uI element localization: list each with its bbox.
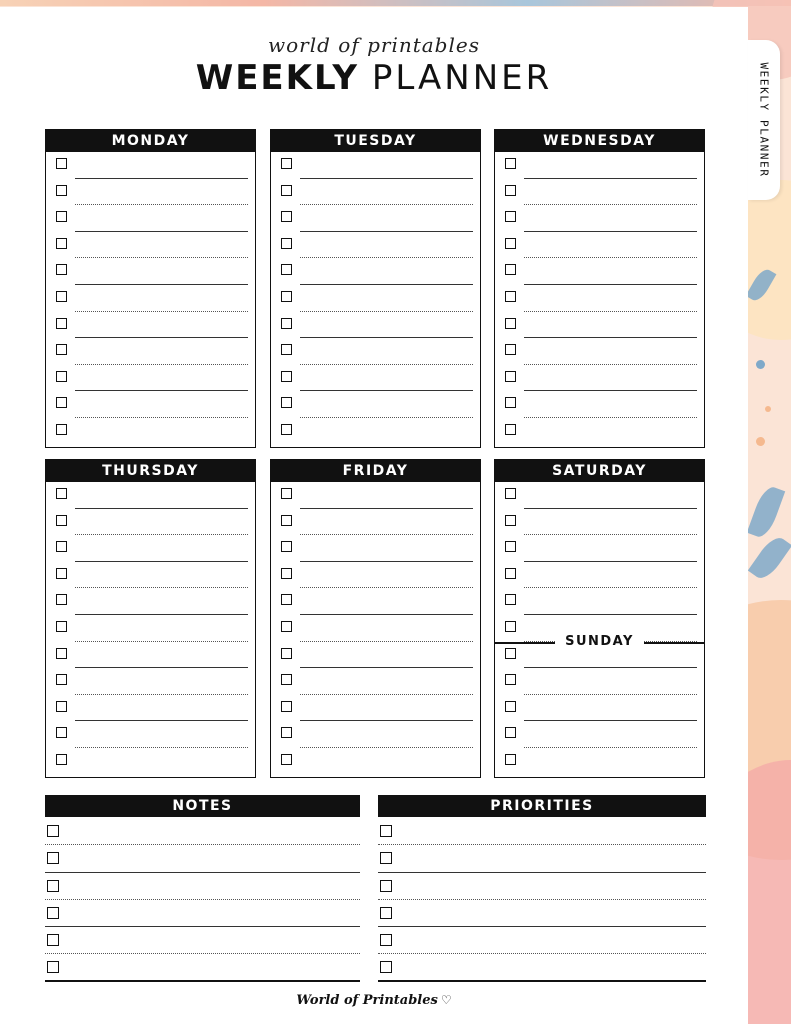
task-checkbox[interactable]	[56, 488, 67, 499]
task-checkbox[interactable]	[56, 238, 67, 249]
list-checkbox[interactable]	[47, 825, 59, 837]
list-checkbox[interactable]	[380, 880, 392, 892]
task-row	[46, 312, 255, 339]
task-checkbox[interactable]	[281, 318, 292, 329]
task-row	[271, 482, 480, 509]
task-checkbox[interactable]	[56, 701, 67, 712]
task-checkbox[interactable]	[281, 541, 292, 552]
task-checkbox[interactable]	[281, 754, 292, 765]
footer-text: World of Printables	[296, 993, 438, 1008]
task-row	[46, 509, 255, 536]
task-checkbox[interactable]	[281, 727, 292, 738]
task-row	[495, 232, 704, 259]
list-item	[378, 845, 706, 872]
list-item	[378, 954, 706, 981]
task-checkbox[interactable]	[281, 515, 292, 526]
task-checkbox[interactable]	[281, 371, 292, 382]
footer-brand	[0, 993, 748, 1008]
task-checkbox[interactable]	[505, 371, 516, 382]
list-checkbox[interactable]	[47, 934, 59, 946]
list-item	[378, 927, 706, 954]
task-checkbox[interactable]	[56, 674, 67, 685]
task-checkbox[interactable]	[56, 424, 67, 435]
task-checkbox[interactable]	[56, 158, 67, 169]
task-checkbox[interactable]	[56, 515, 67, 526]
task-row	[271, 205, 480, 232]
title-light: PLANNER	[371, 58, 553, 98]
task-row	[46, 535, 255, 562]
priorities-header: PRIORITIES	[378, 795, 706, 817]
task-rows	[495, 152, 704, 445]
day-header-thursday: THURSDAY	[46, 460, 255, 482]
task-row	[495, 285, 704, 312]
task-row	[46, 285, 255, 312]
notes-rows	[45, 818, 360, 982]
heart-outline-icon: ♡	[440, 993, 452, 1007]
peach-dot	[756, 437, 765, 446]
task-row	[46, 562, 255, 589]
task-checkbox[interactable]	[505, 185, 516, 196]
task-row	[495, 668, 704, 695]
list-item	[45, 954, 360, 981]
list-checkbox[interactable]	[47, 880, 59, 892]
task-checkbox[interactable]	[505, 238, 516, 249]
task-row	[495, 365, 704, 392]
task-checkbox[interactable]	[505, 211, 516, 222]
task-row	[271, 365, 480, 392]
task-row	[271, 695, 480, 722]
task-row	[495, 391, 704, 418]
task-row	[46, 668, 255, 695]
task-checkbox[interactable]	[281, 648, 292, 659]
task-row	[271, 562, 480, 589]
task-row	[495, 312, 704, 339]
list-line[interactable]	[45, 980, 360, 982]
task-checkbox[interactable]	[56, 318, 67, 329]
task-row	[271, 285, 480, 312]
task-checkbox[interactable]	[56, 621, 67, 632]
task-checkbox[interactable]	[505, 318, 516, 329]
day-header-saturday: SATURDAY	[495, 460, 704, 482]
task-row	[495, 695, 704, 722]
task-row	[271, 312, 480, 339]
priorities-box	[378, 795, 706, 982]
task-row	[46, 232, 255, 259]
list-item	[378, 818, 706, 845]
task-row	[271, 232, 480, 259]
task-checkbox[interactable]	[505, 621, 516, 632]
task-checkbox[interactable]	[56, 754, 67, 765]
task-checkbox[interactable]	[56, 397, 67, 408]
priorities-rows	[378, 818, 706, 982]
task-row	[495, 258, 704, 285]
task-checkbox[interactable]	[505, 541, 516, 552]
task-checkbox[interactable]	[281, 701, 292, 712]
day-box-tuesday	[270, 129, 481, 448]
task-row	[271, 588, 480, 615]
task-row	[495, 535, 704, 562]
day-header-monday: MONDAY	[46, 130, 255, 152]
task-rows	[271, 482, 480, 775]
sunday-divider	[495, 634, 704, 650]
task-row	[495, 588, 704, 615]
task-checkbox[interactable]	[281, 674, 292, 685]
task-checkbox[interactable]	[505, 488, 516, 499]
list-checkbox[interactable]	[380, 852, 392, 864]
task-checkbox[interactable]	[281, 185, 292, 196]
notes-box	[45, 795, 360, 982]
task-row	[271, 418, 480, 445]
task-checkbox[interactable]	[281, 397, 292, 408]
task-checkbox[interactable]	[505, 291, 516, 302]
task-row	[46, 721, 255, 748]
list-item	[45, 873, 360, 900]
task-row	[271, 748, 480, 775]
task-rows	[46, 152, 255, 445]
task-row	[271, 535, 480, 562]
task-rows	[271, 152, 480, 445]
brand-script: world of printables	[268, 33, 480, 57]
day-header-wednesday: WEDNESDAY	[495, 130, 704, 152]
list-line[interactable]	[378, 980, 706, 982]
list-checkbox[interactable]	[47, 907, 59, 919]
task-checkbox[interactable]	[505, 158, 516, 169]
task-row	[271, 509, 480, 536]
task-row	[46, 179, 255, 206]
task-checkbox[interactable]	[56, 291, 67, 302]
task-row	[495, 562, 704, 589]
leaf-shape	[747, 484, 785, 540]
task-checkbox[interactable]	[505, 701, 516, 712]
task-checkbox[interactable]	[281, 594, 292, 605]
sunday-label: SUNDAY	[555, 634, 644, 649]
day-box-thursday	[45, 459, 256, 778]
peach-dot	[765, 406, 771, 412]
task-row	[495, 152, 704, 179]
task-rows	[46, 482, 255, 775]
task-checkbox[interactable]	[56, 264, 67, 275]
task-checkbox[interactable]	[56, 344, 67, 355]
blue-dot	[756, 360, 765, 369]
list-checkbox[interactable]	[380, 907, 392, 919]
list-item	[45, 818, 360, 845]
task-checkbox[interactable]	[505, 344, 516, 355]
task-checkbox[interactable]	[505, 264, 516, 275]
task-checkbox[interactable]	[56, 541, 67, 552]
list-checkbox[interactable]	[380, 825, 392, 837]
task-row	[46, 205, 255, 232]
task-row	[271, 721, 480, 748]
title-bold: WEEKLY	[195, 58, 359, 98]
list-checkbox[interactable]	[47, 852, 59, 864]
task-checkbox[interactable]	[56, 568, 67, 579]
task-row	[271, 338, 480, 365]
task-row	[495, 418, 704, 445]
task-row	[46, 258, 255, 285]
task-checkbox[interactable]	[281, 568, 292, 579]
task-checkbox[interactable]	[281, 488, 292, 499]
task-row	[46, 391, 255, 418]
day-header-tuesday: TUESDAY	[271, 130, 480, 152]
page-title	[0, 58, 748, 98]
list-item	[45, 845, 360, 872]
list-checkbox[interactable]	[47, 961, 59, 973]
task-row	[46, 695, 255, 722]
task-row	[495, 205, 704, 232]
list-checkbox[interactable]	[380, 961, 392, 973]
task-checkbox[interactable]	[56, 727, 67, 738]
day-box-friday	[270, 459, 481, 778]
task-checkbox[interactable]	[505, 594, 516, 605]
sunday-label-wrap	[495, 634, 704, 649]
day-header-friday: FRIDAY	[271, 460, 480, 482]
task-checkbox[interactable]	[281, 158, 292, 169]
task-checkbox[interactable]	[56, 371, 67, 382]
side-tab[interactable]	[748, 40, 780, 200]
task-checkbox[interactable]	[505, 754, 516, 765]
task-row	[271, 152, 480, 179]
notes-header: NOTES	[45, 795, 360, 817]
task-checkbox[interactable]	[505, 515, 516, 526]
list-item	[45, 900, 360, 927]
task-checkbox[interactable]	[505, 424, 516, 435]
task-row	[46, 482, 255, 509]
task-checkbox[interactable]	[56, 211, 67, 222]
leaf-shape	[748, 533, 791, 583]
task-row	[46, 615, 255, 642]
day-box-monday	[45, 129, 256, 448]
task-checkbox[interactable]	[505, 568, 516, 579]
task-row	[495, 179, 704, 206]
task-checkbox[interactable]	[281, 291, 292, 302]
task-checkbox[interactable]	[56, 648, 67, 659]
task-row	[495, 721, 704, 748]
task-row	[271, 668, 480, 695]
task-rows	[495, 482, 704, 775]
task-checkbox[interactable]	[505, 727, 516, 738]
task-row	[46, 588, 255, 615]
task-row	[271, 615, 480, 642]
task-checkbox[interactable]	[281, 211, 292, 222]
task-checkbox[interactable]	[281, 344, 292, 355]
list-item	[378, 900, 706, 927]
task-checkbox[interactable]	[505, 674, 516, 685]
top-color-strip	[0, 0, 791, 6]
task-row	[495, 338, 704, 365]
list-item	[45, 927, 360, 954]
task-row	[271, 179, 480, 206]
list-checkbox[interactable]	[380, 934, 392, 946]
task-checkbox[interactable]	[281, 424, 292, 435]
task-checkbox[interactable]	[56, 594, 67, 605]
task-row	[46, 365, 255, 392]
side-tab-label: WEEKLY PLANNER	[757, 62, 771, 178]
task-checkbox[interactable]	[56, 185, 67, 196]
task-row	[271, 391, 480, 418]
task-row	[495, 509, 704, 536]
task-row	[271, 258, 480, 285]
task-row	[271, 642, 480, 669]
day-box-wednesday	[494, 129, 705, 448]
task-row	[46, 748, 255, 775]
task-row	[46, 418, 255, 445]
task-checkbox[interactable]	[281, 621, 292, 632]
task-checkbox[interactable]	[505, 397, 516, 408]
task-row	[46, 338, 255, 365]
task-row	[46, 152, 255, 179]
task-row	[495, 482, 704, 509]
task-row	[46, 642, 255, 669]
task-row	[495, 748, 704, 775]
task-checkbox[interactable]	[281, 264, 292, 275]
list-item	[378, 873, 706, 900]
day-box-saturday	[494, 459, 705, 778]
task-checkbox[interactable]	[281, 238, 292, 249]
